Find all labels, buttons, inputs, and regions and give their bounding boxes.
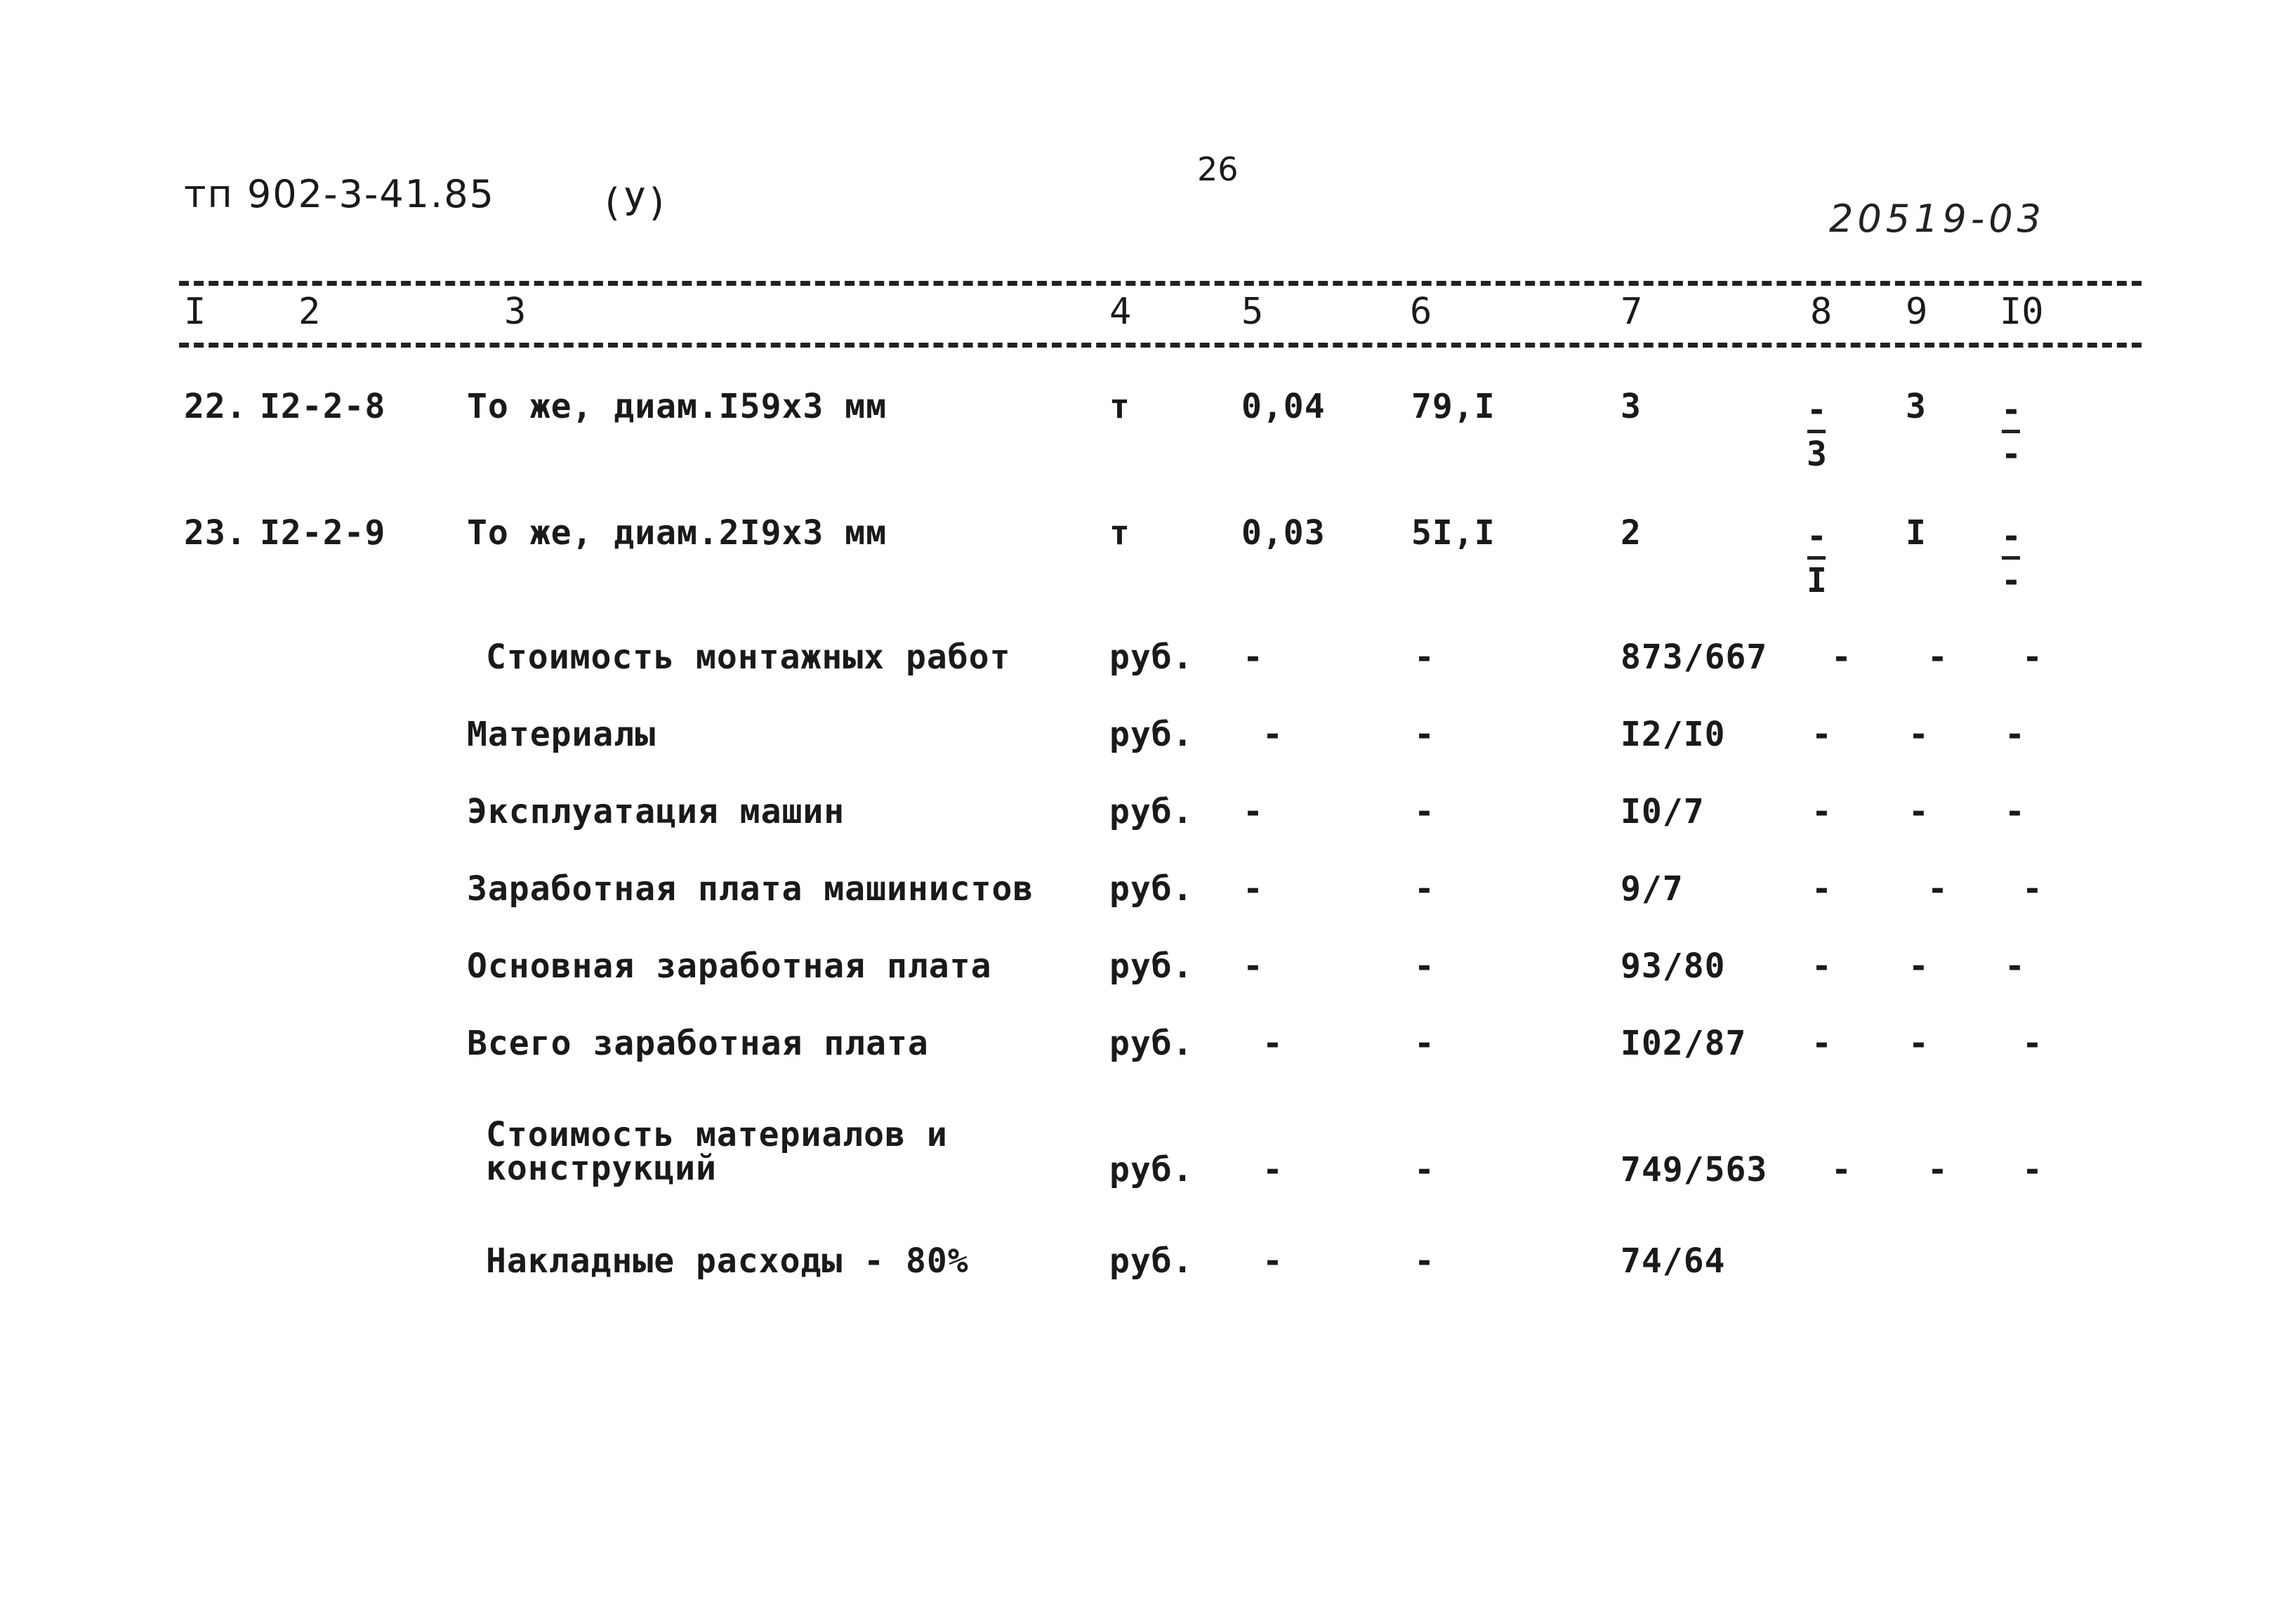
- item-col8-fraction: [1807, 517, 1827, 600]
- summary-col8: -: [1812, 869, 1833, 909]
- fraction-top: -: [2001, 517, 2021, 556]
- summary-unit: руб.: [1109, 715, 1194, 754]
- fraction-top: -: [1807, 517, 1827, 556]
- summary-name-line2: конструкций: [486, 1149, 717, 1188]
- item-col5: 0,04: [1241, 387, 1326, 426]
- item-number: 23.: [184, 513, 247, 553]
- col-header-3: 3: [504, 291, 527, 333]
- fraction-bottom: I: [1807, 561, 1827, 600]
- summary-col9: -: [1908, 715, 1929, 754]
- summary-name: Эксплуатация машин: [467, 792, 845, 831]
- summary-col8: -: [1831, 1150, 1852, 1189]
- summary-col6: -: [1414, 1150, 1435, 1189]
- item-col9: 3: [1906, 387, 1927, 426]
- summary-col6: -: [1414, 1241, 1435, 1281]
- summary-col10: -: [2022, 1024, 2043, 1063]
- fraction-bottom: 3: [1807, 435, 1827, 474]
- summary-col5: -: [1262, 1150, 1284, 1189]
- summary-col7: I2/I0: [1621, 715, 1726, 754]
- item-col7: 3: [1621, 387, 1642, 426]
- summary-col7: 9/7: [1621, 869, 1684, 909]
- fraction-top: -: [2001, 390, 2021, 430]
- summary-col8: -: [1831, 638, 1852, 677]
- summary-col10: -: [2022, 1150, 2043, 1189]
- variant-mark: (У): [600, 180, 669, 225]
- summary-unit: руб.: [1109, 1024, 1194, 1063]
- summary-col6: -: [1414, 638, 1435, 677]
- summary-col10: -: [2005, 947, 2026, 986]
- summary-col7: 93/80: [1621, 947, 1726, 986]
- summary-col6: -: [1414, 869, 1435, 909]
- archive-stamp: 20519-03: [1829, 197, 2045, 241]
- summary-col6: -: [1414, 715, 1435, 754]
- summary-name: Накладные расходы - 80%: [486, 1241, 969, 1281]
- summary-name: Материалы: [467, 715, 657, 754]
- fraction-bar: [1807, 556, 1826, 560]
- summary-col7: 873/667: [1621, 638, 1768, 677]
- summary-col9: -: [1927, 869, 1948, 909]
- item-col10-fraction: [2001, 390, 2021, 474]
- fraction-bottom: -: [2001, 435, 2021, 474]
- col-header-4: 4: [1109, 291, 1132, 333]
- summary-col6: -: [1414, 947, 1435, 986]
- col-header-7: 7: [1621, 291, 1643, 333]
- summary-unit: руб.: [1109, 638, 1194, 677]
- item-name: То же, диам.I59х3 мм: [467, 387, 887, 426]
- summary-col7: I02/87: [1621, 1024, 1747, 1063]
- summary-col10: -: [2022, 638, 2043, 677]
- fraction-bar: [2002, 430, 2020, 433]
- item-col8-fraction: [1807, 390, 1827, 474]
- fraction-top: -: [1807, 390, 1827, 430]
- col-header-10: I0: [2000, 291, 2044, 333]
- summary-col5: -: [1262, 1024, 1284, 1063]
- header-rule-bottom: [179, 343, 2142, 348]
- summary-col9: -: [1927, 638, 1948, 677]
- summary-col8: -: [1812, 947, 1833, 986]
- item-unit: т: [1109, 513, 1130, 553]
- summary-unit: руб.: [1109, 1150, 1194, 1189]
- summary-col9: -: [1908, 947, 1929, 986]
- fraction-bar: [2002, 556, 2020, 560]
- item-number: 22.: [184, 387, 247, 426]
- fraction-bottom: -: [2001, 561, 2021, 600]
- summary-unit: руб.: [1109, 947, 1194, 986]
- summary-col10: -: [2005, 715, 2026, 754]
- summary-col8: -: [1812, 792, 1833, 831]
- col-header-9: 9: [1906, 291, 1928, 333]
- col-header-6: 6: [1410, 291, 1432, 333]
- summary-unit: руб.: [1109, 1241, 1194, 1281]
- col-header-8: 8: [1810, 291, 1833, 333]
- summary-col9: -: [1927, 1150, 1948, 1189]
- summary-name: Основная заработная плата: [467, 947, 992, 986]
- item-col10-fraction: [2001, 517, 2021, 600]
- summary-col8: -: [1812, 1024, 1833, 1063]
- summary-unit: руб.: [1109, 869, 1194, 909]
- summary-col5: -: [1243, 792, 1264, 831]
- summary-col7: I0/7: [1621, 792, 1705, 831]
- summary-name-line1: Стоимость материалов и: [486, 1115, 948, 1154]
- item-col7: 2: [1621, 513, 1642, 553]
- summary-col10: -: [2005, 792, 2026, 831]
- summary-col7: 74/64: [1621, 1241, 1726, 1281]
- item-name: То же, диам.2I9х3 мм: [467, 513, 887, 553]
- summary-col10: -: [2022, 869, 2043, 909]
- summary-col5: -: [1262, 1241, 1284, 1281]
- summary-col9: -: [1908, 792, 1929, 831]
- summary-col6: -: [1414, 792, 1435, 831]
- item-code: I2-2-9: [260, 513, 386, 553]
- col-header-5: 5: [1241, 291, 1264, 333]
- item-unit: т: [1109, 387, 1130, 426]
- header-rule-top: [179, 281, 2142, 286]
- item-col5: 0,03: [1241, 513, 1326, 553]
- summary-name: Всего заработная плата: [467, 1024, 929, 1063]
- item-code: I2-2-8: [260, 387, 386, 426]
- summary-col8: -: [1812, 715, 1833, 754]
- fraction-bar: [1807, 430, 1826, 433]
- item-col6: 79,I: [1411, 387, 1496, 426]
- summary-col5: -: [1243, 947, 1264, 986]
- item-col9: I: [1906, 513, 1927, 553]
- summary-col5: -: [1243, 638, 1264, 677]
- item-col6: 5I,I: [1411, 513, 1496, 553]
- summary-unit: руб.: [1109, 792, 1194, 831]
- summary-col5: -: [1243, 869, 1264, 909]
- col-header-1: I: [184, 291, 206, 333]
- summary-col5: -: [1262, 715, 1284, 754]
- summary-name: Заработная плата машинистов: [467, 869, 1034, 909]
- page-number: 26: [1197, 150, 1239, 188]
- document-code: тп 902-3-41.85: [184, 172, 495, 216]
- summary-col9: -: [1908, 1024, 1929, 1063]
- summary-col7: 749/563: [1621, 1150, 1768, 1189]
- col-header-2: 2: [298, 291, 321, 333]
- summary-col6: -: [1414, 1024, 1435, 1063]
- summary-name: Стоимость монтажных работ: [486, 638, 1011, 677]
